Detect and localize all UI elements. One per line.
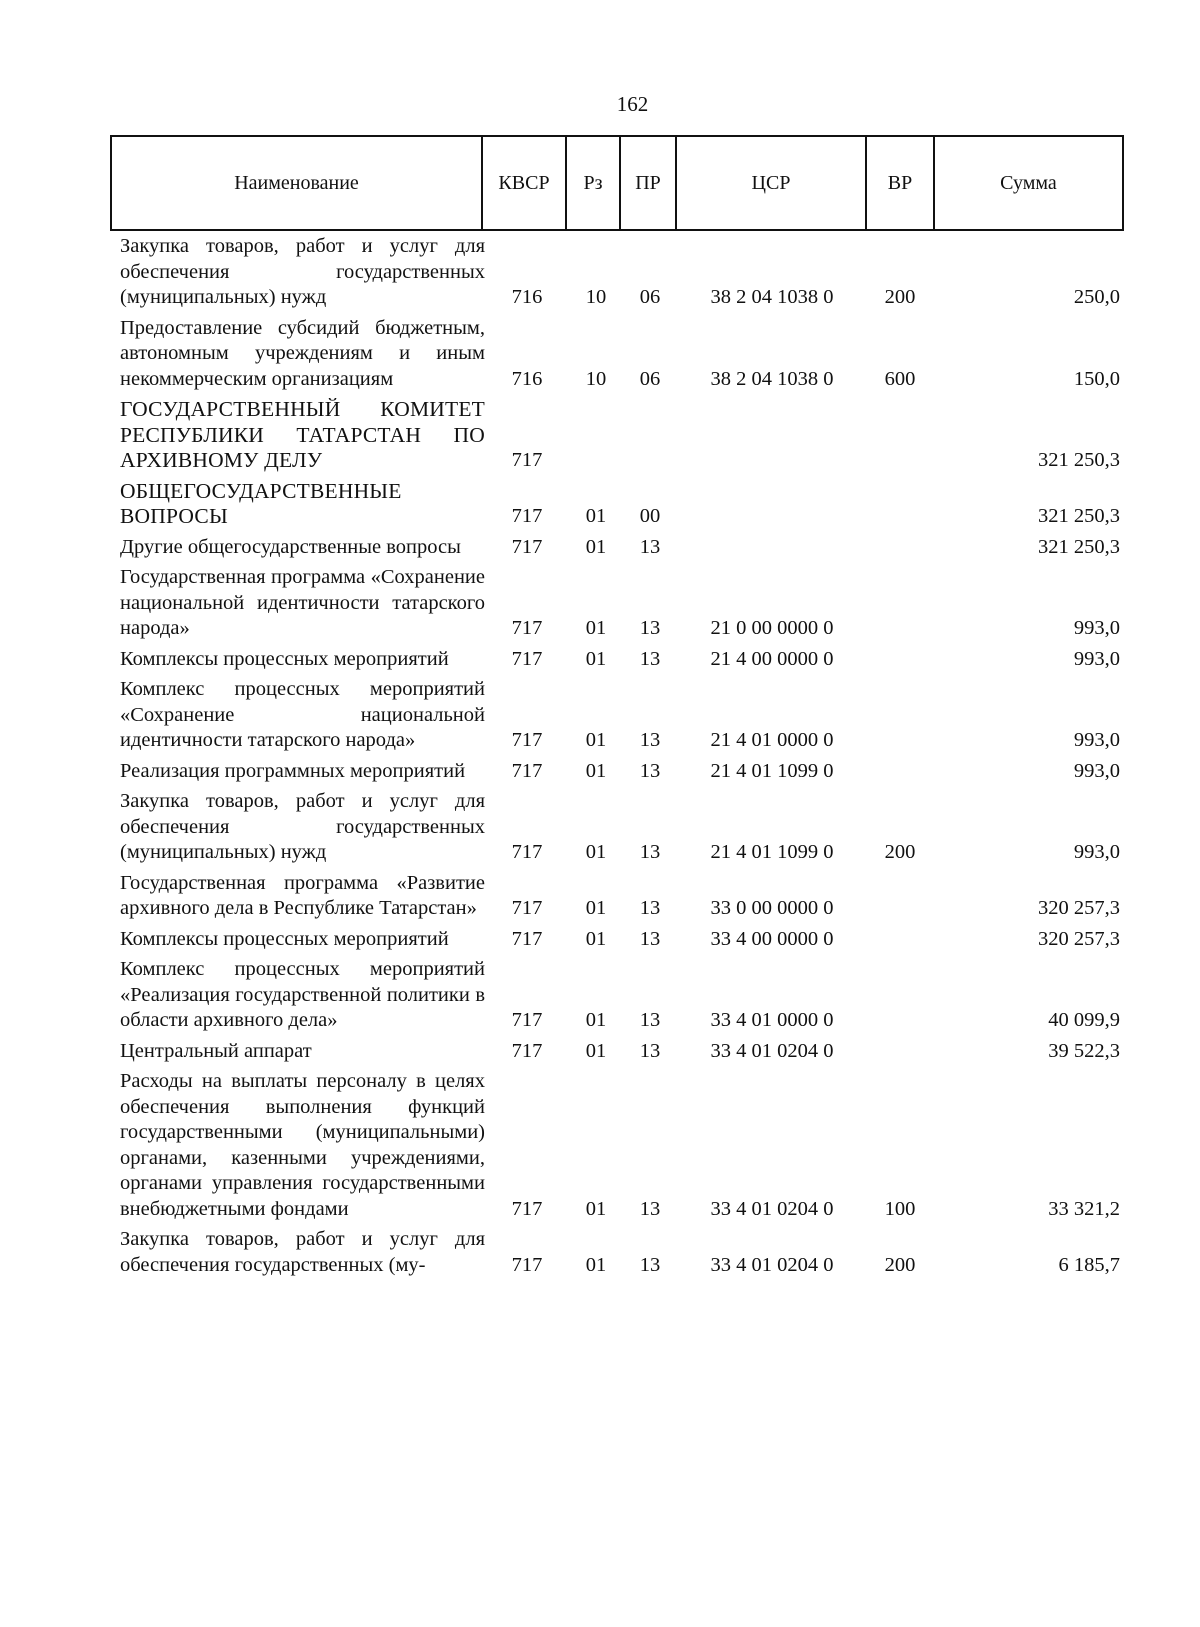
cell-name: Закупка товаров, работ и услуг для обеспечения государственных (муниципальных) нужд	[120, 790, 485, 863]
header-vr: ВР	[866, 136, 934, 230]
table-row	[110, 647, 1124, 673]
header-sum: Сумма	[934, 136, 1123, 230]
cell-kvsr: 717	[511, 729, 543, 751]
cell-kvsr: 717	[511, 759, 543, 782]
cell-sum: 993,0	[1073, 647, 1120, 670]
cell-csr: 33 4 01 0000 0	[710, 1009, 834, 1031]
header-csr: ЦСР	[676, 136, 866, 230]
cell-sum: 321 250,3	[1038, 505, 1120, 527]
cell-sum: 993,0	[1073, 841, 1120, 863]
cell-vr: 100	[884, 1197, 916, 1220]
cell-rz: 01	[585, 1009, 607, 1031]
cell-sum: 320 257,3	[1038, 897, 1120, 919]
cell-rz: 01	[585, 647, 607, 670]
cell-csr: 21 4 01 1099 0	[710, 759, 834, 782]
cell-kvsr: 717	[511, 1009, 543, 1031]
page-number: 162	[616, 92, 649, 116]
header-rz: Рз	[566, 136, 620, 230]
cell-sum: 993,0	[1073, 729, 1120, 751]
header-name: Наименование	[111, 136, 482, 230]
cell-csr: 38 2 04 1038 0	[710, 367, 834, 390]
table-row	[110, 759, 1124, 785]
cell-rz: 01	[585, 1039, 607, 1062]
cell-sum: 33 321,2	[1048, 1197, 1120, 1220]
cell-name: ОБЩЕГОСУДАРСТВЕННЫЕ ВОПРОСЫ	[120, 478, 402, 528]
cell-sum: 250,0	[1073, 286, 1120, 308]
cell-sum: 39 522,3	[1048, 1039, 1120, 1062]
cell-kvsr: 717	[511, 617, 543, 639]
cell-sum: 993,0	[1073, 759, 1120, 782]
cell-kvsr: 717	[511, 1197, 543, 1220]
table-row	[110, 535, 1124, 561]
cell-kvsr: 717	[511, 535, 543, 558]
table-header	[110, 135, 1124, 231]
cell-name: Комплексы процессных мероприятий	[120, 927, 449, 950]
cell-csr: 21 0 00 0000 0	[710, 617, 834, 639]
cell-name: Закупка товаров, работ и услуг для обеспечения государственных (му-	[120, 1228, 485, 1276]
cell-name: Закупка товаров, работ и услуг для обеспечения государственных (муниципальных) нужд	[120, 235, 485, 308]
cell-rz: 01	[585, 1253, 607, 1276]
cell-pr: 13	[639, 1253, 661, 1276]
cell-name: Реализация программных мероприятий	[120, 759, 466, 782]
cell-name: Другие общегосударственные вопросы	[120, 535, 461, 558]
cell-csr: 33 0 00 0000 0	[710, 897, 834, 919]
table-row	[110, 565, 1124, 642]
cell-pr: 13	[639, 617, 661, 639]
table-row	[110, 1069, 1124, 1222]
cell-rz: 10	[585, 367, 607, 390]
cell-vr: 200	[884, 1253, 916, 1276]
cell-kvsr: 717	[511, 647, 543, 670]
cell-rz: 01	[585, 897, 607, 919]
cell-kvsr: 717	[511, 1039, 543, 1062]
cell-vr: 600	[884, 367, 916, 390]
cell-name: Предоставление субсидий бюджетным, автономным учреждениям и иным некоммерческим организациям	[120, 316, 485, 390]
cell-rz: 01	[585, 729, 607, 751]
cell-pr: 13	[639, 897, 661, 919]
table-row	[110, 871, 1124, 922]
cell-csr: 21 4 01 1099 0	[710, 841, 834, 863]
table-row	[110, 677, 1124, 754]
cell-sum: 321 250,3	[1038, 449, 1120, 471]
cell-name: Расходы на выплаты персоналу в целях обеспечения выполнения функций государственными (муниципальными) органами, казенными учреждениями, органами управления государственными внебюджетными фондами	[120, 1070, 485, 1220]
cell-kvsr: 717	[511, 1253, 543, 1276]
table-row	[110, 789, 1124, 866]
cell-kvsr: 717	[511, 897, 543, 919]
cell-csr: 33 4 01 0204 0	[710, 1197, 834, 1220]
cell-csr: 21 4 00 0000 0	[710, 647, 834, 670]
cell-pr: 13	[639, 647, 661, 670]
cell-rz: 01	[585, 505, 607, 527]
cell-name: Комплекс процессных мероприятий «Сохранение национальной идентичности татарского народа»	[120, 678, 485, 751]
cell-rz: 01	[585, 841, 607, 863]
cell-pr: 13	[639, 1197, 661, 1220]
cell-sum: 321 250,3	[1038, 535, 1120, 558]
cell-pr: 13	[639, 759, 661, 782]
cell-sum: 993,0	[1073, 617, 1120, 639]
cell-kvsr: 717	[511, 841, 543, 863]
cell-name: Комплекс процессных мероприятий «Реализация государственной политики в области архивного дела»	[120, 958, 485, 1031]
table-body	[110, 234, 1124, 1283]
cell-pr: 13	[639, 535, 661, 558]
cell-name: Комплексы процессных мероприятий	[120, 647, 449, 670]
table-row	[110, 1227, 1124, 1278]
table-row	[110, 479, 1124, 530]
cell-sum: 320 257,3	[1038, 927, 1120, 950]
cell-pr: 06	[639, 286, 661, 308]
cell-pr: 00	[639, 505, 661, 527]
cell-sum: 6 185,7	[1058, 1253, 1120, 1276]
table-row	[110, 957, 1124, 1034]
cell-rz: 01	[585, 927, 607, 950]
cell-kvsr: 716	[511, 286, 543, 308]
table-row	[110, 927, 1124, 953]
cell-rz: 01	[585, 535, 607, 558]
cell-rz: 01	[585, 1197, 607, 1220]
cell-csr: 33 4 00 0000 0	[710, 927, 834, 950]
table-row	[110, 1039, 1124, 1065]
cell-csr: 33 4 01 0204 0	[710, 1039, 834, 1062]
cell-kvsr: 717	[511, 927, 543, 950]
table-row	[110, 397, 1124, 474]
cell-pr: 13	[639, 1009, 661, 1031]
cell-name: Центральный аппарат	[120, 1039, 312, 1062]
cell-name: Государственная программа «Развитие архивного дела в Республике Татарстан»	[120, 871, 485, 919]
cell-sum: 40 099,9	[1048, 1009, 1120, 1031]
header-pr: ПР	[620, 136, 676, 230]
cell-csr: 21 4 01 0000 0	[710, 729, 834, 751]
cell-vr: 200	[884, 841, 916, 863]
cell-kvsr: 716	[511, 367, 543, 390]
cell-pr: 13	[639, 1039, 661, 1062]
cell-vr: 200	[884, 286, 916, 308]
cell-rz: 10	[585, 286, 607, 308]
cell-pr: 06	[639, 367, 661, 390]
cell-rz: 01	[585, 759, 607, 782]
cell-name: Государственная программа «Сохранение национальной идентичности татарского народа»	[120, 566, 485, 639]
cell-pr: 13	[639, 841, 661, 863]
cell-pr: 13	[639, 729, 661, 751]
cell-name: ГОСУДАРСТВЕННЫЙ КОМИТЕТ РЕСПУБЛИКИ ТАТАРСТАН ПО АРХИВНОМУ ДЕЛУ	[120, 397, 485, 472]
cell-csr: 33 4 01 0204 0	[710, 1253, 834, 1276]
cell-kvsr: 717	[511, 505, 543, 527]
cell-rz: 01	[585, 617, 607, 639]
cell-pr: 13	[639, 927, 661, 950]
table-row	[110, 234, 1124, 311]
header-kvsr: КВСР	[482, 136, 566, 230]
cell-csr: 38 2 04 1038 0	[710, 286, 834, 308]
cell-kvsr: 717	[511, 449, 543, 471]
table-row	[110, 316, 1124, 393]
cell-sum: 150,0	[1073, 367, 1120, 390]
